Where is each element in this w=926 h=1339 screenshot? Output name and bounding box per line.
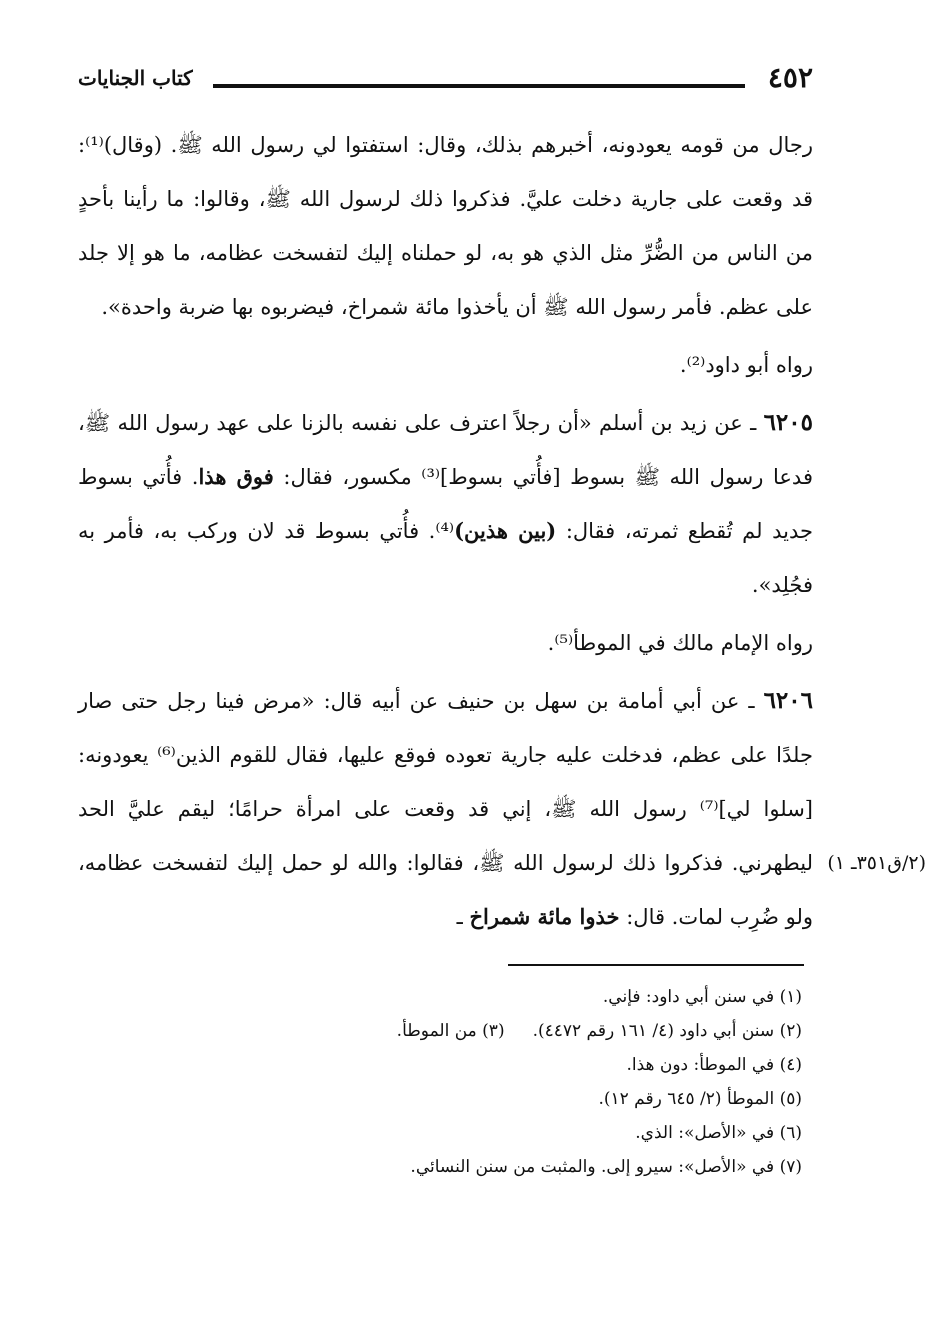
footnote-2: (٢) سنن أبي داود (٤/ ١٦١ رقم ٤٤٧٢). [532, 1021, 802, 1041]
footnote-1: (١) في سنن أبي داود: فإني. [602, 987, 802, 1007]
manuscript-margin-note: (٢/ق٣٥١ـ ١) [827, 852, 926, 874]
page-number: ٤٥٢ [767, 61, 813, 94]
footnote-rule [508, 964, 804, 966]
hadith-6205-bold-2: (بين هذين) [454, 518, 557, 543]
hadith-6205 [78, 396, 813, 612]
hadith-number-6205: ٦٢٠٥ [763, 409, 813, 436]
footnotes [230, 980, 802, 1184]
footnote-7: (٧) في «الأصل»: سيرو إلى. والمثبت من سنن النسائي. [410, 1157, 802, 1177]
hadith-number-6206: ٦٢٠٦ [763, 687, 813, 714]
footnote-4: (٤) في الموطأ: دون هذا. [626, 1055, 802, 1075]
page-header [78, 62, 813, 94]
footnote-6: (٦) في «الأصل»: الذي. [635, 1123, 802, 1143]
hadith-6206-bold-1: خذوا مائة شمراخ [469, 904, 620, 929]
hadith-6206 [78, 674, 813, 944]
hadith-6206-text-1: ـ عن أبي أمامة بن سهل بن حنيف عن أبيه قال: «مرض فينا رجل حتى صار جلدًا على عظم، فدخلت عليه جارية تعوده فوقع عليها، فقال للقوم الذين⁽⁶⁾ يعودونه: [سلوا لي]⁽⁷⁾ رسول الله ﷺ، إني قد وقعت على امرأة حرامًا؛ ليقم عليَّ الحد ليطهرني. فذكروا ذلك لرسول الله ﷺ، فقالوا: والله لو حمل إليك لتفسخت عظامه، ولو ضُرِب لمات. قال: [78, 689, 813, 929]
main-text [78, 118, 813, 944]
header-rule [213, 84, 745, 88]
narration-malik: رواه الإمام مالك في الموطأ⁽⁵⁾. [547, 631, 813, 655]
narration-abu-dawud: رواه أبو داود⁽²⁾. [679, 353, 813, 377]
footnote-3: (٣) من الموطأ. [396, 1021, 505, 1041]
hadith-6205-text-3: ⁽⁴⁾. فأُتي بسوط قد لان وركب به، فأمر به فجُلِد». [78, 519, 813, 597]
footnote-5: (٥) الموطأ (٢/ ٦٤٥ رقم ١٢). [598, 1089, 802, 1109]
footnote-2-3 [230, 1014, 802, 1048]
hadith-6206-text-2: ـ [456, 905, 463, 929]
book-title: كتاب الجنايات [78, 66, 193, 90]
hadith-6205-bold-1: فوق هذا [198, 464, 274, 489]
hadith-6205-text-1: ـ عن زيد بن أسلم «أن رجلاً اعترف على نفسه بالزنا على عهد رسول الله ﷺ، فدعا رسول الله ﷺ بسوط [فأُتي بسوط]⁽³⁾ مكسور، فقال: [78, 411, 813, 489]
paragraph-continuation: رجال من قومه يعودونه، أخبرهم بذلك، وقال: استفتوا لي رسول الله ﷺ. (وقال)⁽¹⁾: قد وقعت على جارية دخلت عليَّ. فذكروا ذلك لرسول الله ﷺ، وقالوا: ما رأينا بأحدٍ من الناس من الضُّرِّ مثل الذي هو به، لو حملناه إليك لتفسخت عظامه، ما هو إلا جلد على عظم. فأمر رسول الله ﷺ أن يأخذوا مائة شمراخ، فيضربوه بها ضربة واحدة». [78, 133, 813, 319]
hadith-6205-text-2: . فأُتي بسوط جديد لم تُقطع ثمرته، فقال: [78, 465, 813, 543]
